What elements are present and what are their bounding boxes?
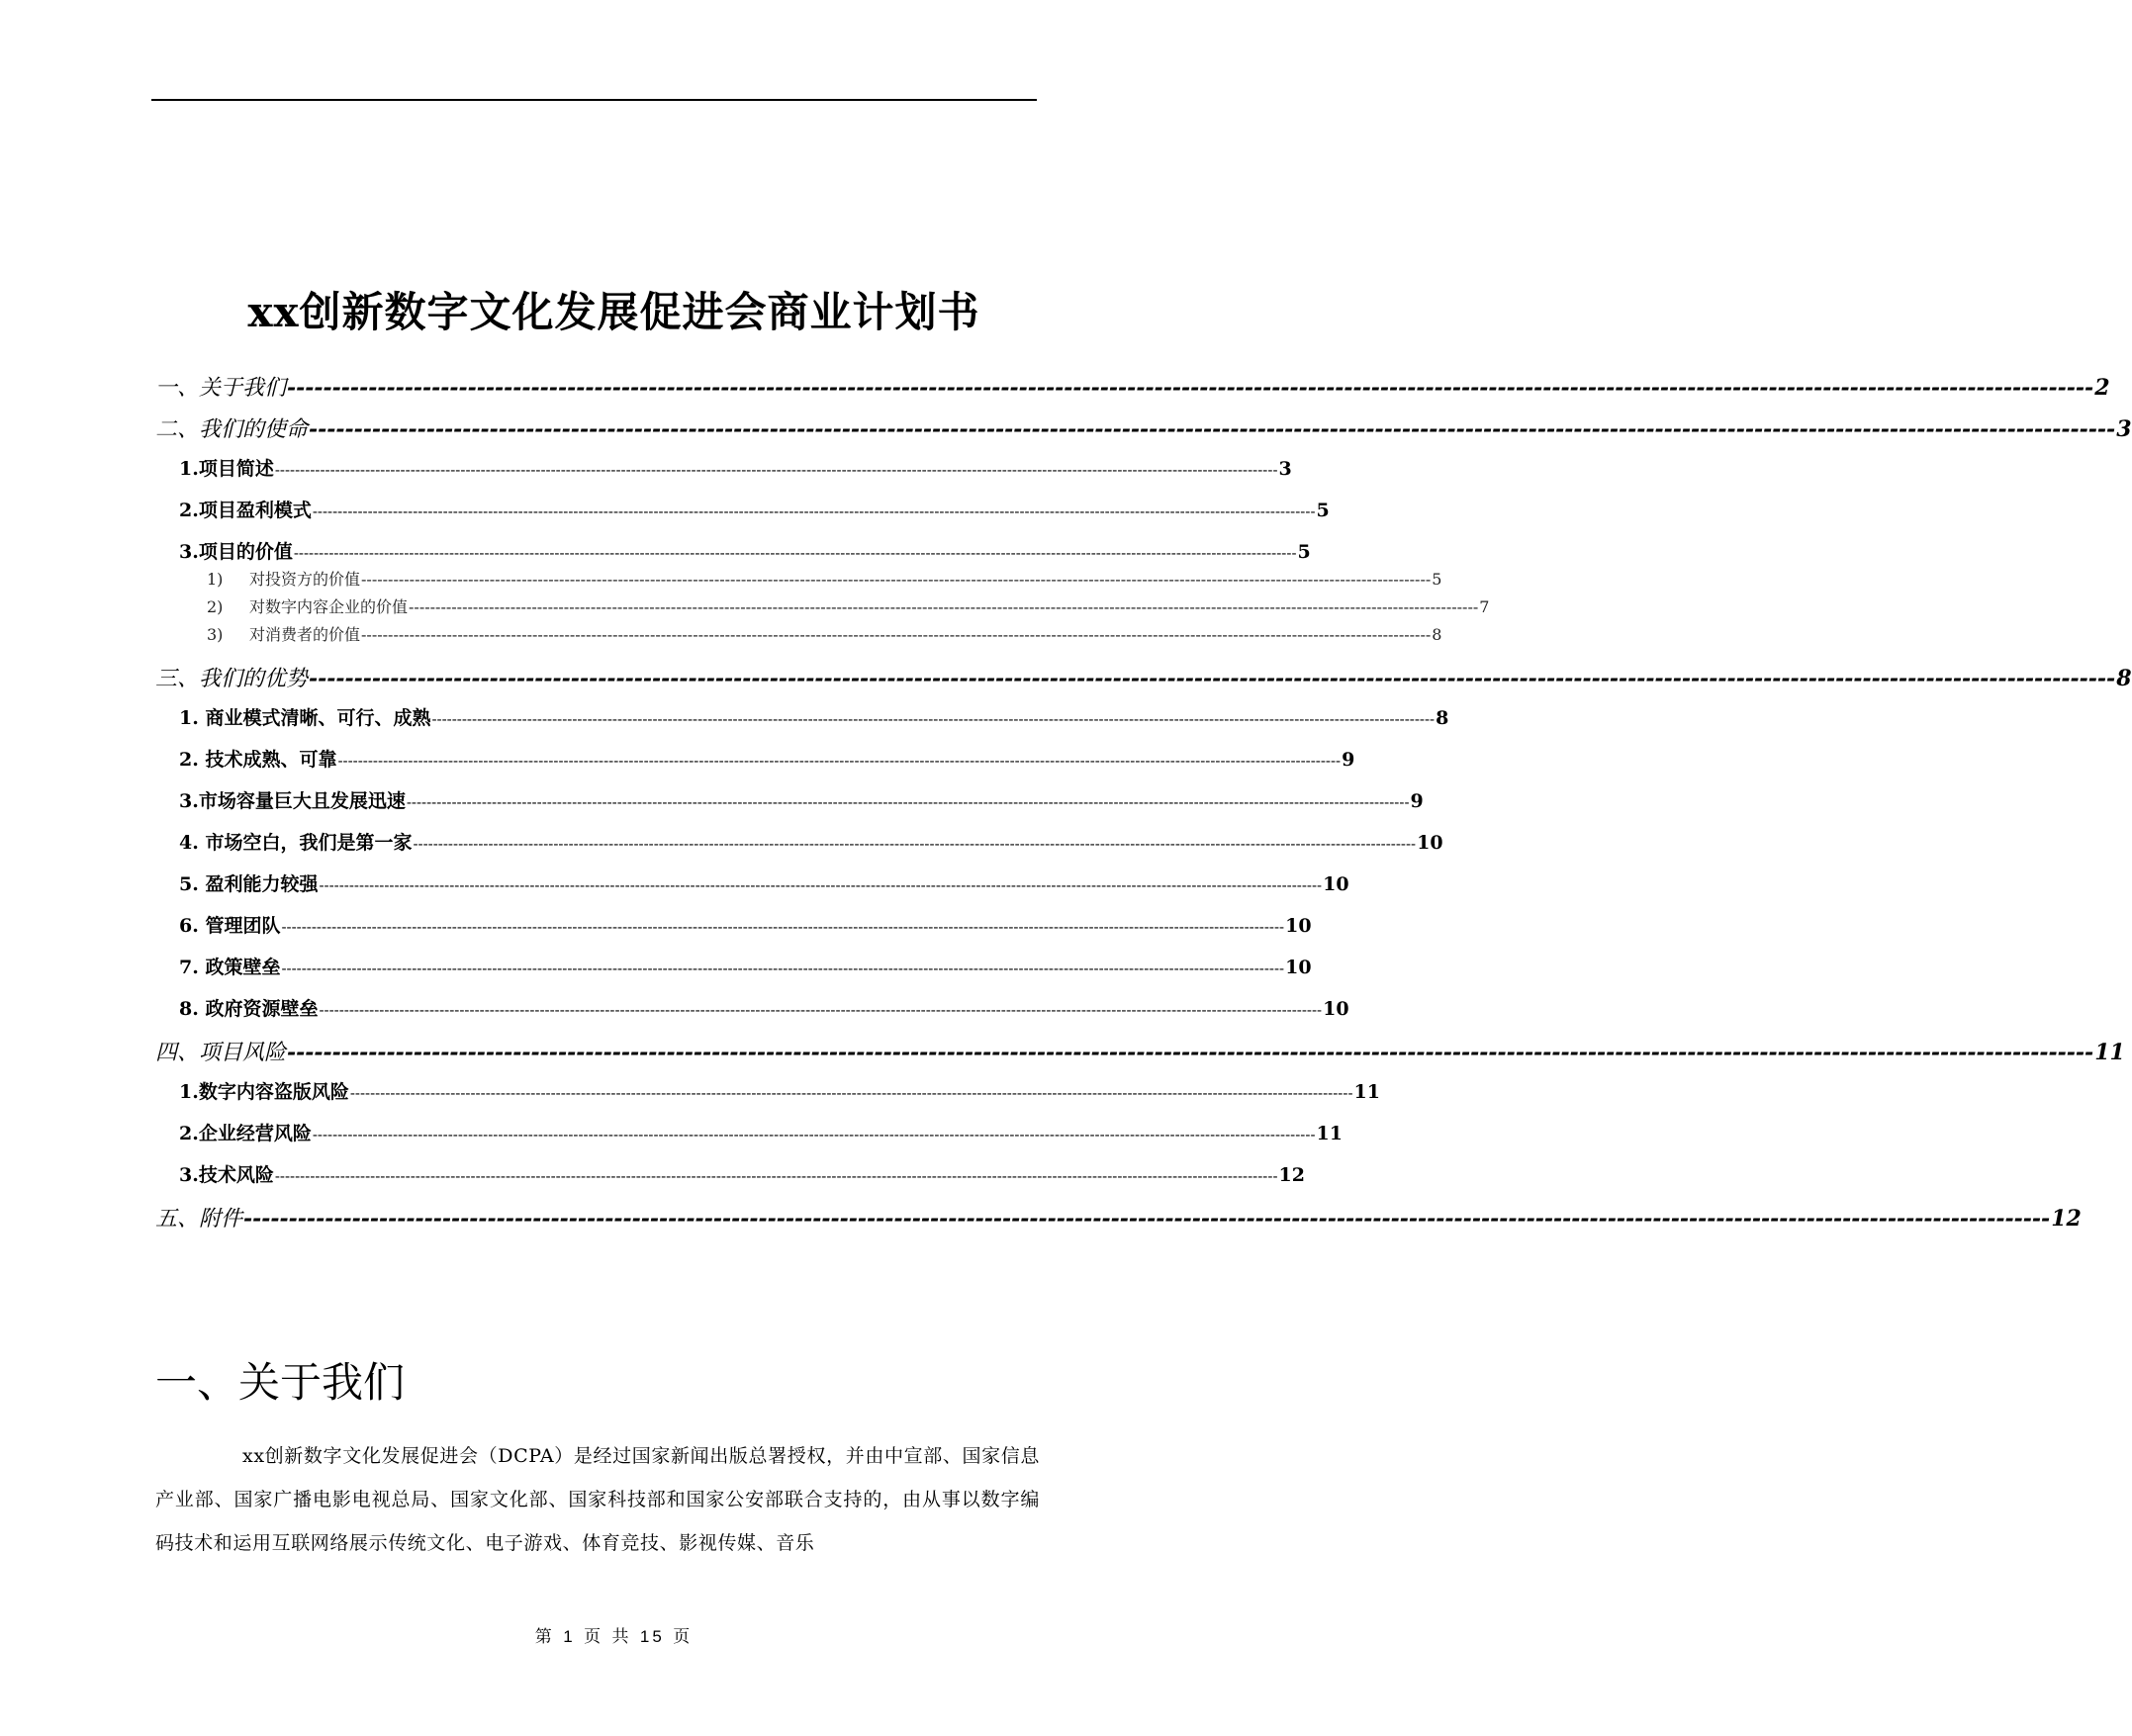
toc-entry-label: 8. 政府资源壁垒 — [179, 998, 319, 1020]
toc-leader: -------------------------------------------------------------------------------------------------------------------------------------------------------------------------------------------------------- — [409, 597, 1479, 616]
toc-entry-label: 五、附件 — [155, 1207, 243, 1232]
toc-entry[interactable] — [155, 1077, 1380, 1104]
toc-leader: -------------------------------------------------------------------------------------------------------------------------------------------------------------------------------------------------------- — [337, 752, 1342, 770]
toc-entry-page: 10 — [1323, 998, 1349, 1020]
toc-entry-page: 11 — [2094, 1040, 2125, 1065]
toc-entry[interactable] — [155, 1202, 2082, 1233]
toc-leader: -------------------------------------------------------------------------------------------------------------------------------------------------------------------------------------------------------- — [274, 461, 1278, 479]
toc-leader: -------------------------------------------------------------------------------------------------------------------------------------------------------------------------------------------------------- — [274, 1167, 1278, 1185]
toc-entry-label: 1. 商业模式清晰、可行、成熟 — [179, 707, 431, 729]
toc-entry-label: 2.项目盈利模式 — [179, 500, 312, 521]
toc-entry-page: 5 — [1316, 500, 1330, 521]
toc-leader: -------------------------------------------------------------------------------------------------------------------------------------------------------------------------------------------------------- — [309, 666, 2116, 691]
toc-entry-label: 1.项目简述 — [179, 458, 274, 480]
toc-entry-label: 对投资方的价值 — [249, 570, 361, 589]
toc-entry[interactable] — [155, 745, 1355, 772]
toc-entry-label: 三、我们的优势 — [155, 667, 309, 691]
toc-entry-number: 3) — [207, 625, 224, 644]
toc-entry-page: 11 — [1316, 1123, 1343, 1144]
toc-entry-label: 3.项目的价值 — [179, 541, 293, 563]
toc-entry-label: 对消费者的价值 — [249, 625, 361, 644]
toc-entry-page: 10 — [1285, 915, 1312, 937]
footer-page-number: 1 — [563, 1627, 576, 1646]
toc-entry-page: 8 — [1436, 707, 1449, 729]
toc-entry-label: 2. 技术成熟、可靠 — [179, 749, 337, 771]
toc-leader: -------------------------------------------------------------------------------------------------------------------------------------------------------------------------------------------------------- — [243, 1206, 2051, 1232]
toc-entry[interactable] — [155, 828, 1443, 855]
toc-entry[interactable] — [155, 622, 1442, 645]
toc-entry[interactable] — [155, 703, 1449, 730]
toc-entry-page: 5 — [1297, 541, 1311, 563]
header-rule — [151, 99, 1037, 101]
toc-entry[interactable] — [155, 412, 2132, 443]
toc-entry-page: 11 — [1353, 1081, 1380, 1103]
toc-entry-page: 10 — [1285, 957, 1312, 978]
toc-entry-label: 3.技术风险 — [179, 1164, 274, 1186]
toc-entry-page: 3 — [2116, 416, 2132, 442]
toc-entry[interactable] — [155, 537, 1311, 564]
toc-leader: -------------------------------------------------------------------------------------------------------------------------------------------------------------------------------------------------------- — [319, 876, 1323, 894]
toc-leader: -------------------------------------------------------------------------------------------------------------------------------------------------------------------------------------------------------- — [281, 959, 1285, 977]
toc-entry[interactable] — [155, 953, 1312, 979]
toc-leader: -------------------------------------------------------------------------------------------------------------------------------------------------------------------------------------------------------- — [319, 1001, 1323, 1019]
toc-entry-page: 8 — [1432, 625, 1442, 644]
toc-entry-page: 10 — [1417, 832, 1443, 854]
toc-entry-page: 12 — [2051, 1206, 2082, 1232]
toc-entry-page: 8 — [2116, 666, 2132, 691]
page-footer — [0, 1622, 1228, 1647]
toc-entry-page: 7 — [1479, 597, 1490, 616]
toc-entry-label: 1.数字内容盗版风险 — [179, 1081, 349, 1103]
toc-leader: -------------------------------------------------------------------------------------------------------------------------------------------------------------------------------------------------------- — [293, 544, 1297, 562]
footer-suffix: 页 — [673, 1627, 694, 1647]
toc-leader: -------------------------------------------------------------------------------------------------------------------------------------------------------------------------------------------------------- — [406, 793, 1410, 811]
toc-entry-page: 10 — [1323, 873, 1349, 895]
footer-total-pages: 15 — [639, 1627, 665, 1646]
toc-entry-label: 二、我们的使命 — [155, 417, 309, 442]
toc-entry[interactable] — [155, 869, 1349, 896]
toc-leader: -------------------------------------------------------------------------------------------------------------------------------------------------------------------------------------------------------- — [287, 375, 2094, 401]
toc-leader: -------------------------------------------------------------------------------------------------------------------------------------------------------------------------------------------------------- — [309, 416, 2116, 442]
toc-entry-label: 一、关于我们 — [155, 376, 287, 401]
toc-entry-label: 2.企业经营风险 — [179, 1123, 312, 1144]
toc-leader: -------------------------------------------------------------------------------------------------------------------------------------------------------------------------------------------------------- — [413, 835, 1417, 853]
toc-entry-number: 2) — [207, 597, 224, 616]
toc-entry-number: 1) — [207, 570, 224, 589]
toc-entry-page: 5 — [1432, 570, 1442, 589]
toc-entry[interactable] — [155, 454, 1292, 481]
toc-entry[interactable] — [155, 594, 1490, 617]
body-paragraph: xx创新数字文化发展促进会（DCPA）是经过国家新闻出版总署授权，并由中宣部、国家信息产业部、国家广播电影电视总局、国家文化部、国家科技部和国家公安部联合支持的，由从事以数字编码技术和运用互联网络展示传统文化、电子游戏、体育竞技、影视传媒、音乐 — [155, 1445, 1040, 1554]
toc-entry[interactable] — [155, 371, 2110, 402]
toc-leader: -------------------------------------------------------------------------------------------------------------------------------------------------------------------------------------------------------- — [431, 710, 1436, 728]
toc-entry-label: 6. 管理团队 — [179, 915, 281, 937]
toc-entry-label: 四、项目风险 — [155, 1041, 287, 1065]
toc-entry[interactable] — [155, 1036, 2125, 1066]
toc-entry-label: 7. 政策壁垒 — [179, 957, 281, 978]
toc-entry-page: 2 — [2094, 375, 2110, 401]
toc-entry[interactable] — [155, 1119, 1343, 1145]
toc-leader: -------------------------------------------------------------------------------------------------------------------------------------------------------------------------------------------------------- — [349, 1084, 1353, 1102]
toc-entry-label: 4. 市场空白，我们是第一家 — [179, 832, 413, 854]
toc-entry-page: 9 — [1342, 749, 1355, 771]
toc-leader: -------------------------------------------------------------------------------------------------------------------------------------------------------------------------------------------------------- — [287, 1040, 2094, 1065]
toc-entry-label: 5. 盈利能力较强 — [179, 873, 319, 895]
toc-entry[interactable] — [155, 786, 1424, 813]
footer-middle: 页 共 — [584, 1627, 632, 1647]
toc-entry[interactable] — [155, 496, 1330, 522]
toc-leader: -------------------------------------------------------------------------------------------------------------------------------------------------------------------------------------------------------- — [312, 1126, 1316, 1143]
toc-entry-label: 3.市场容量巨大且发展迅速 — [179, 790, 406, 812]
toc-entry[interactable] — [155, 662, 2132, 692]
section-heading: 一、关于我们 — [155, 1358, 406, 1407]
toc-entry-page: 9 — [1410, 790, 1424, 812]
toc-entry[interactable] — [155, 911, 1312, 938]
toc-entry-page: 12 — [1278, 1164, 1305, 1186]
toc-entry[interactable] — [155, 1160, 1305, 1187]
toc-entry-label: 对数字内容企业的价值 — [249, 597, 409, 616]
toc-entry[interactable] — [155, 567, 1442, 590]
document-title: xx创新数字文化发展促进会商业计划书 — [247, 288, 980, 336]
toc-leader: -------------------------------------------------------------------------------------------------------------------------------------------------------------------------------------------------------- — [281, 918, 1285, 936]
toc-leader: -------------------------------------------------------------------------------------------------------------------------------------------------------------------------------------------------------- — [361, 570, 1432, 589]
footer-prefix: 第 — [534, 1627, 555, 1647]
toc-leader: -------------------------------------------------------------------------------------------------------------------------------------------------------------------------------------------------------- — [361, 625, 1432, 644]
toc-entry[interactable] — [155, 994, 1349, 1021]
toc-entry-page: 3 — [1278, 458, 1292, 480]
toc-leader: -------------------------------------------------------------------------------------------------------------------------------------------------------------------------------------------------------- — [312, 503, 1316, 520]
